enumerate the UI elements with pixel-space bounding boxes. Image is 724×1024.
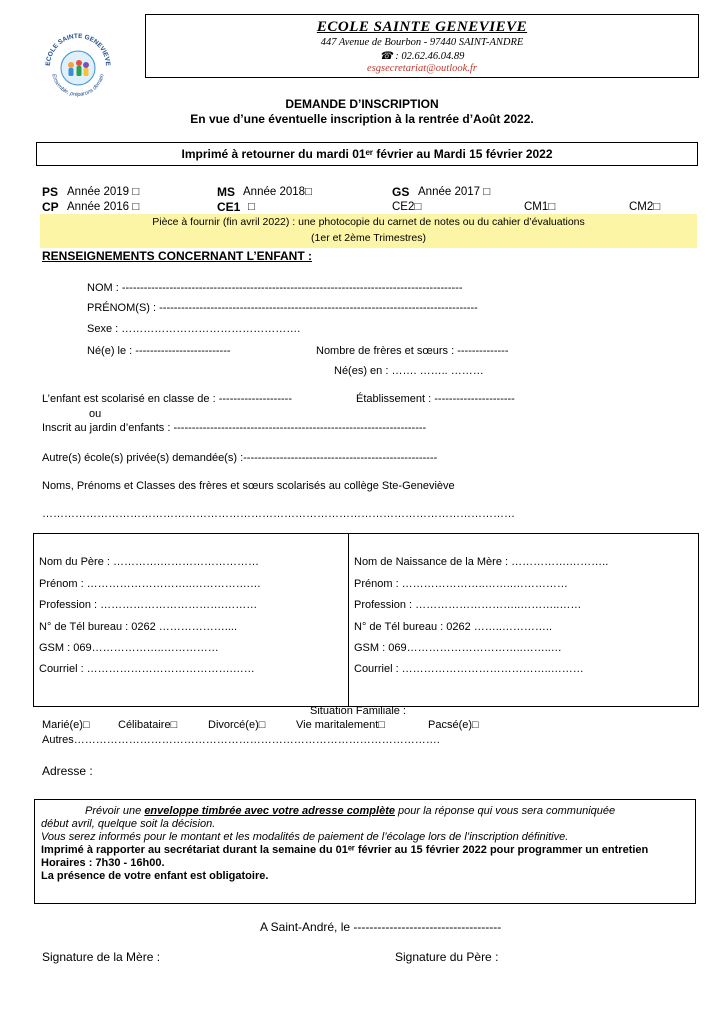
establishment-field[interactable]: Établissement : ---------------------- (356, 393, 515, 405)
office-hours: Horaires : 7h30 - 16h00. (41, 857, 165, 869)
pacs-checkbox[interactable]: Pacsé(e)□ (428, 719, 479, 731)
cohabiting-checkbox[interactable]: Vie maritalement□ (296, 719, 385, 731)
mother-profession-field[interactable]: Profession : ………………………..………..…… (354, 599, 582, 611)
school-header (145, 14, 699, 78)
svg-text:Ensemble, préparons demain: Ensemble, préparons demain (50, 73, 106, 99)
school-logo (38, 24, 118, 104)
family-situation-label: Situation Familiale : (310, 705, 406, 717)
child-prenom-field[interactable]: PRÉNOM(S) : --------------------------------------------------------------------------------------- (87, 302, 478, 314)
child-section-title: RENSEIGNEMENTS CONCERNANT L’ENFANT : (42, 249, 313, 263)
father-mobile-field[interactable]: GSM : 069………………..…………… (39, 642, 219, 654)
payment-notice: Vous serez informés pour le montant et les modalités de paiement de l’écolage lors de l’inscription définitive. (41, 831, 569, 843)
child-birthdate-field[interactable]: Né(e) le : -------------------------- (87, 345, 231, 357)
father-email-field[interactable]: Courriel : ………………………………….…… (39, 663, 255, 675)
child-presence-notice: La présence de votre enfant est obligatoire. (41, 870, 269, 882)
single-checkbox[interactable]: Célibataire□ (118, 719, 178, 731)
instructions-box (34, 799, 696, 904)
interview-notice: Imprimé à rapporter au secrétariat durant la semaine du 01ᵉʳ février au 15 février 2022 pour programmer un entretien (41, 844, 649, 856)
school-phone: ☎ : 02.62.46.04.89 (379, 51, 465, 62)
mother-email-field[interactable]: Courriel : …………………………………..……… (354, 663, 584, 675)
other-schools-field[interactable]: Autre(s) école(s) privée(s) demandée(s) :----------------------------------------------------- (42, 452, 438, 464)
father-firstname-field[interactable]: Prénom : ………………………..…………….… (39, 578, 261, 590)
father-name-field[interactable]: Nom du Père : ………….……………………… (39, 556, 260, 568)
class-ps-checkbox[interactable]: Année 2019 □ (67, 186, 140, 198)
class-ms-checkbox[interactable]: Année 2018□ (243, 186, 312, 198)
class-ce1-checkbox[interactable]: □ (248, 201, 255, 213)
class-ce1-code: CE1 (217, 200, 241, 214)
class-cm1-checkbox[interactable]: CM1□ (524, 201, 556, 213)
kindergarten-field[interactable]: Inscrit au jardin d’enfants : --------------------------------------------------------------------- (42, 422, 427, 434)
place-date-field[interactable]: A Saint-André, le ------------------------------------- (260, 920, 502, 934)
mother-work-phone-field[interactable]: N° de Tél bureau : 0262 ……..………….. (354, 621, 552, 633)
class-cp-checkbox[interactable]: Année 2016 □ (67, 201, 140, 213)
father-profession-field[interactable]: Profession : …………………………….……… (39, 599, 258, 611)
siblings-college-label: Noms, Prénoms et Classes des frères et sœurs scolarisés au collège Ste-Geneviève (42, 480, 455, 492)
mother-firstname-field[interactable]: Prénom : …………………..……..…………… (354, 578, 568, 590)
envelope-instruction: Prévoir une enveloppe timbrée avec votre adresse complète pour la réponse qui vous sera communiquée (85, 805, 616, 817)
child-sexe-field[interactable]: Sexe : …………………………………………. (87, 323, 301, 335)
return-notice: Imprimé à retourner du mardi 01ᵉʳ février au Mardi 15 février 2022 (181, 147, 553, 161)
or-label: ou (89, 408, 102, 420)
current-class-field[interactable]: L’enfant est scolarisé en classe de : -------------------- (42, 393, 292, 405)
father-signature-label[interactable]: Signature du Père : (395, 950, 499, 964)
married-checkbox[interactable]: Marié(e)□ (42, 719, 90, 731)
svg-text:ECOLE SAINTE GENEVIEVE: ECOLE SAINTE GENEVIEVE (44, 32, 112, 67)
school-name: ECOLE SAINTE GENEVIEVE (316, 19, 528, 35)
return-notice-box (36, 142, 698, 166)
divorced-checkbox[interactable]: Divorcé(e)□ (208, 719, 266, 731)
mother-mobile-field[interactable]: GSM : 069…………………………..……..… (354, 642, 562, 654)
siblings-college-field[interactable]: ………………………………………………………………………………………………………………… (42, 508, 515, 520)
other-situation-field[interactable]: Autres………………………………………………………………………………………. (42, 734, 440, 746)
school-address: 447 Avenue de Bourbon - 97440 SAINT-ANDRE (320, 37, 524, 48)
class-ps-code: PS (42, 185, 59, 199)
mother-maiden-name-field[interactable]: Nom de Naissance de la Mère : …………….……….. (354, 556, 609, 568)
documents-required-line2: (1er et 2ème Trimestres) (311, 232, 426, 244)
form-subtitle: En vue d’une éventuelle inscription à la rentrée d’Août 2022. (190, 112, 534, 126)
child-nom-field[interactable]: NOM : --------------------------------------------------------------------------------------------- (87, 282, 463, 294)
class-gs-code: GS (392, 185, 410, 199)
class-gs-checkbox[interactable]: Année 2017 □ (418, 186, 491, 198)
school-email[interactable]: esgsecretariat@outlook.fr (367, 63, 477, 74)
parents-info-box (33, 533, 699, 707)
address-field[interactable]: Adresse : (42, 764, 93, 778)
siblings-birth-years-field[interactable]: Né(es) en : ……. …….. ……… (334, 365, 484, 377)
documents-required-banner (40, 214, 697, 248)
mother-signature-label[interactable]: Signature de la Mère : (42, 950, 161, 964)
class-ms-code: MS (217, 185, 235, 199)
class-cp-code: CP (42, 200, 59, 214)
class-cm2-checkbox[interactable]: CM2□ (629, 201, 661, 213)
form-title: DEMANDE D’INSCRIPTION (285, 97, 439, 111)
siblings-count-field[interactable]: Nombre de frères et sœurs : -------------- (316, 345, 509, 357)
parents-divider (348, 534, 349, 706)
class-ce2-checkbox[interactable]: CE2□ (392, 201, 422, 213)
father-work-phone-field[interactable]: N° de Tél bureau : 0262 ……………….... (39, 621, 237, 633)
decision-notice: début avril, quelque soit la décision. (41, 818, 216, 830)
documents-required-line1: Pièce à fournir (fin avril 2022) : une photocopie du carnet de notes ou du cahier d’évaluations (152, 216, 585, 228)
